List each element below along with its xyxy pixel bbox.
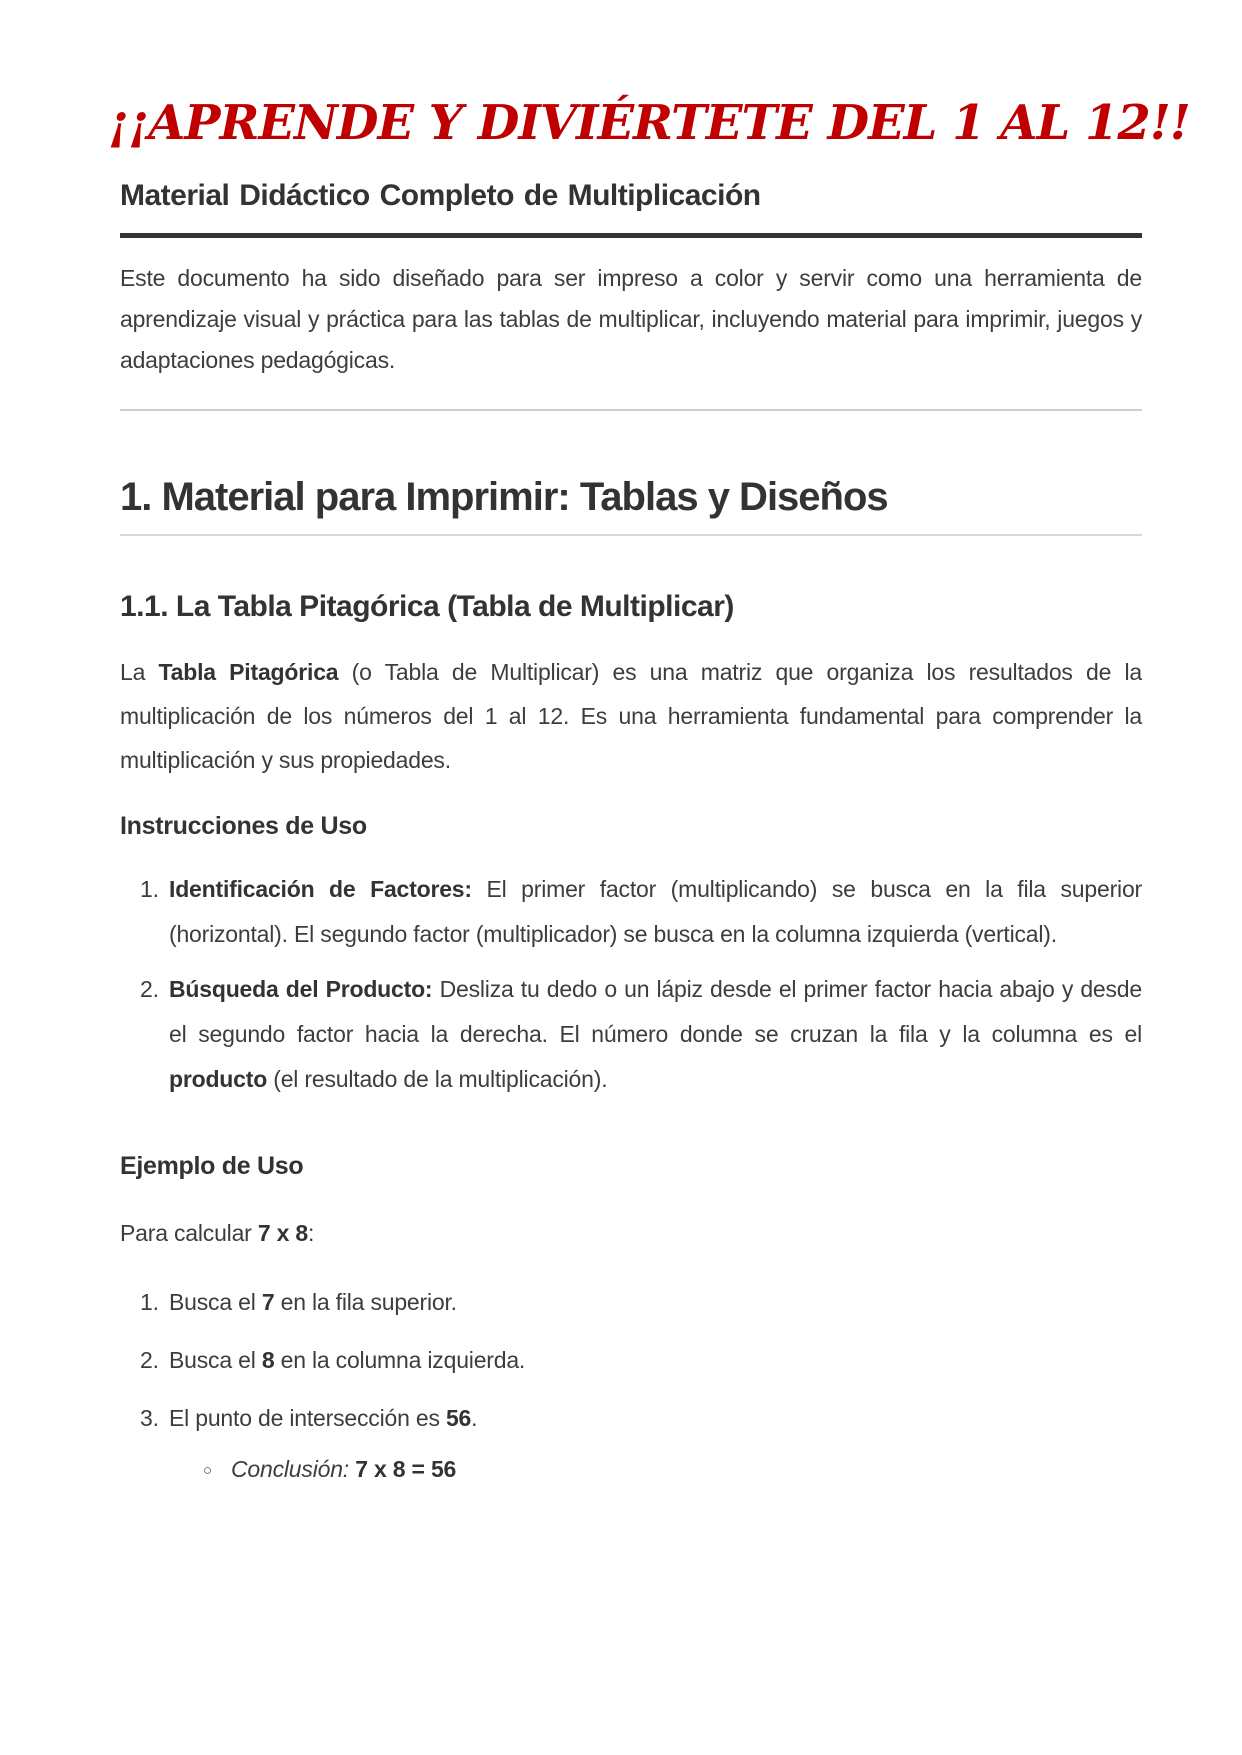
list-item-text: El punto de intersección es 56. bbox=[169, 1405, 478, 1432]
list-number: 2. bbox=[140, 1347, 159, 1374]
list-item-text: Búsqueda del Producto: Desliza tu dedo o un lápiz desde el primer factor hacia abajo y desde el segundo factor hacia la derecha. El número donde se cruzan la fila y la columna es el producto (el resultado de la multiplicación). bbox=[169, 976, 1142, 1093]
list-number: 1. bbox=[140, 1289, 159, 1316]
intro-paragraph: Este documento ha sido diseñado para ser impreso a color y servir como una herramienta de aprendizaje visual y práctica para las tablas de multiplicar, incluyendo material para imprimir, juegos y adaptaciones pedagógicas. bbox=[120, 265, 1142, 374]
list-item bbox=[140, 867, 1142, 957]
list-item bbox=[140, 1280, 1142, 1325]
list-number: 1. bbox=[140, 876, 159, 903]
example-heading: Ejemplo de Uso bbox=[120, 1152, 304, 1181]
list-item-text: Identificación de Factores: El primer factor (multiplicando) se busca en la fila superior (horizontal). El segundo factor (multiplicador) se busca en la columna izquierda (vertical). bbox=[169, 876, 1142, 948]
page-title: ¡¡APRENDE Y DIVIÉRTETE DEL 1 AL 12!! bbox=[108, 95, 1190, 151]
example-lead: Para calcular 7 x 8: bbox=[120, 1220, 315, 1247]
conclusion-text: Conclusión: 7 x 8 = 56 bbox=[231, 1456, 457, 1483]
conclusion-item bbox=[169, 1447, 1142, 1492]
pythagorean-table-paragraph: La Tabla Pitagórica (o Tabla de Multiplicar) es una matriz que organiza los resultados de la multiplicación de los números del 1 al 12. Es una herramienta fundamental para comprender la multiplicación y sus propiedades. bbox=[120, 659, 1143, 774]
instructions-heading: Instrucciones de Uso bbox=[120, 812, 367, 841]
page-subtitle: Material Didáctico Completo de Multiplicación bbox=[120, 179, 761, 213]
list-item bbox=[140, 1338, 1142, 1383]
list-item bbox=[140, 967, 1142, 1102]
section-1-heading: 1. Material para Imprimir: Tablas y Diseños bbox=[120, 475, 888, 520]
section-1-1-heading: 1.1. La Tabla Pitagórica (Tabla de Multiplicar) bbox=[120, 590, 734, 624]
circle-bullet-icon: ○ bbox=[203, 1462, 212, 1480]
section-divider bbox=[120, 409, 1142, 411]
list-number: 3. bbox=[140, 1405, 159, 1432]
list-number: 2. bbox=[140, 976, 159, 1003]
section-1-underline bbox=[120, 534, 1142, 536]
list-item-text: Busca el 8 en la columna izquierda. bbox=[169, 1347, 526, 1374]
list-item-text: Busca el 7 en la fila superior. bbox=[169, 1289, 457, 1316]
instructions-list bbox=[120, 867, 1142, 1102]
example-steps-list bbox=[120, 1280, 1142, 1492]
title-rule bbox=[120, 233, 1142, 238]
list-item bbox=[140, 1396, 1142, 1492]
